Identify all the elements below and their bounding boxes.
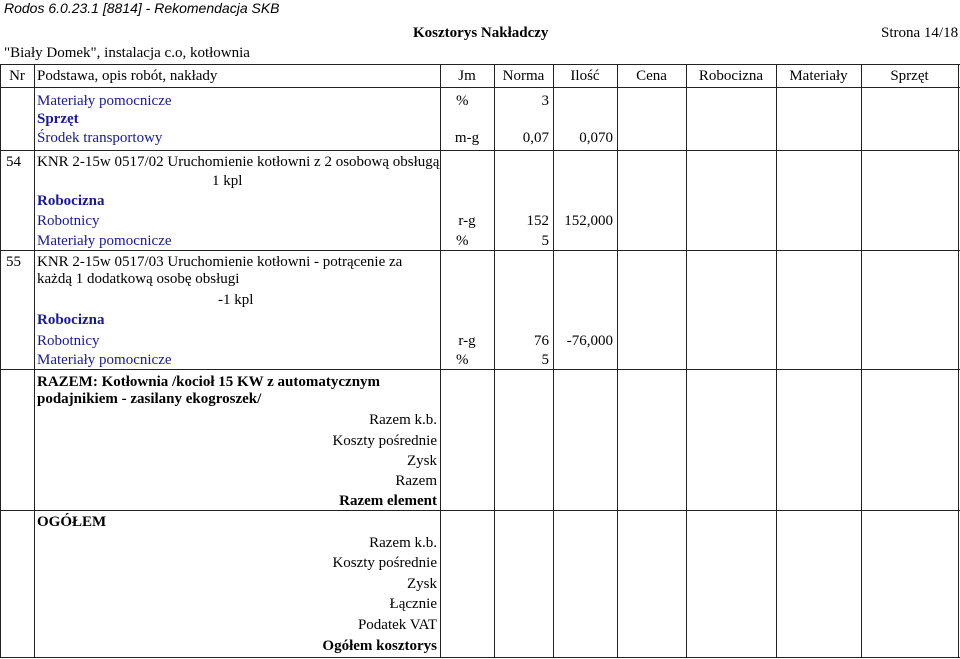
col-header-robocizna: Robocizna (698, 68, 764, 84)
item-norma: 5 (541, 233, 549, 249)
col-border (958, 64, 959, 658)
item-description: Robotnicy (37, 333, 100, 349)
razem-element-label: Razem element (339, 493, 437, 509)
col-border (861, 64, 862, 658)
zysk-label: Zysk (407, 453, 437, 469)
col-border (440, 64, 441, 658)
item-norma: 0,07 (522, 130, 549, 146)
section-header-sprzet: Sprzęt (37, 111, 79, 127)
koszty-posrednie-label: Koszty pośrednie (332, 555, 437, 571)
item-quantity: 152,000 (564, 213, 613, 229)
item-description: Środek transportowy (37, 130, 163, 146)
page-number: Strona 14/18 (881, 25, 959, 41)
item-norma: 152 (526, 213, 549, 229)
header-top-border (0, 64, 960, 65)
position-number: 55 (6, 254, 21, 270)
item-unit: m-g (454, 130, 480, 146)
col-border (553, 64, 554, 658)
position-quantity: -1 kpl (218, 292, 254, 308)
col-header-materialy: Materiały (789, 68, 848, 84)
col-header-ilosc: Ilość (570, 68, 600, 84)
row-divider (0, 250, 960, 251)
section-header-robocizna: Robocizna (37, 193, 105, 209)
col-header-nr: Nr (9, 68, 25, 84)
table-bottom-border (0, 657, 960, 658)
razem-title-cont: podajnikiem - zasilany ekogroszek/ (37, 391, 262, 407)
lacznie-label: Łącznie (389, 596, 437, 612)
col-border (776, 64, 777, 658)
header-bottom-border (0, 87, 960, 88)
col-border (0, 64, 1, 658)
razem-kb-label: Razem k.b. (369, 535, 437, 551)
item-description: Robotnicy (37, 213, 100, 229)
item-description: Materiały pomocnicze (37, 352, 172, 368)
item-norma: 3 (541, 93, 549, 109)
item-description: Materiały pomocnicze (37, 93, 172, 109)
col-border (34, 64, 35, 658)
item-norma: 76 (534, 333, 549, 349)
item-quantity: -76,000 (566, 333, 613, 349)
position-description-cont: każdą 1 dodatkową osobę obsługi (37, 271, 240, 287)
razem-label: Razem (395, 473, 437, 489)
col-header-cena: Cena (636, 68, 667, 84)
col-header-norma: Norma (502, 68, 545, 84)
ogolem-kosztorys-label: Ogółem kosztorys (322, 638, 437, 654)
col-header-description: Podstawa, opis robót, nakłady (37, 68, 218, 84)
position-quantity: 1 kpl (212, 173, 243, 189)
document-title: Kosztorys Nakładczy (413, 25, 549, 41)
item-quantity: 0,070 (579, 130, 613, 146)
koszty-posrednie-label: Koszty pośrednie (332, 433, 437, 449)
col-header-sprzet: Sprzęt (890, 68, 929, 84)
item-unit: % (456, 233, 469, 249)
app-title: Rodos 6.0.23.1 [8814] - Rekomendacja SKB (4, 0, 280, 16)
project-name: "Biały Domek", instalacja c.o, kotłownia (4, 45, 250, 61)
item-norma: 5 (541, 352, 549, 368)
position-description: KNR 2-15w 0517/02 Uruchomienie kotłowni z 2 osobową obsługą (37, 154, 440, 170)
section-header-robocizna: Robocizna (37, 312, 105, 328)
col-border (617, 64, 618, 658)
position-number: 54 (6, 154, 21, 170)
col-header-jm: Jm (458, 68, 476, 84)
row-divider (0, 150, 960, 151)
col-border (686, 64, 687, 658)
item-unit: r-g (458, 213, 476, 229)
row-divider (0, 369, 960, 370)
podatek-vat-label: Podatek VAT (357, 617, 437, 633)
item-unit: % (456, 93, 469, 109)
ogolem-title: OGÓŁEM (37, 514, 107, 530)
razem-kb-label: Razem k.b. (369, 412, 437, 428)
zysk-label: Zysk (407, 576, 437, 592)
item-unit: r-g (458, 333, 476, 349)
row-divider (0, 510, 960, 511)
item-unit: % (456, 352, 469, 368)
razem-title: RAZEM: Kotłownia /kocioł 15 KW z automatycznym (37, 374, 381, 390)
position-description: KNR 2-15w 0517/03 Uruchomienie kotłowni - potrącenie za (37, 254, 403, 270)
item-description: Materiały pomocnicze (37, 233, 172, 249)
